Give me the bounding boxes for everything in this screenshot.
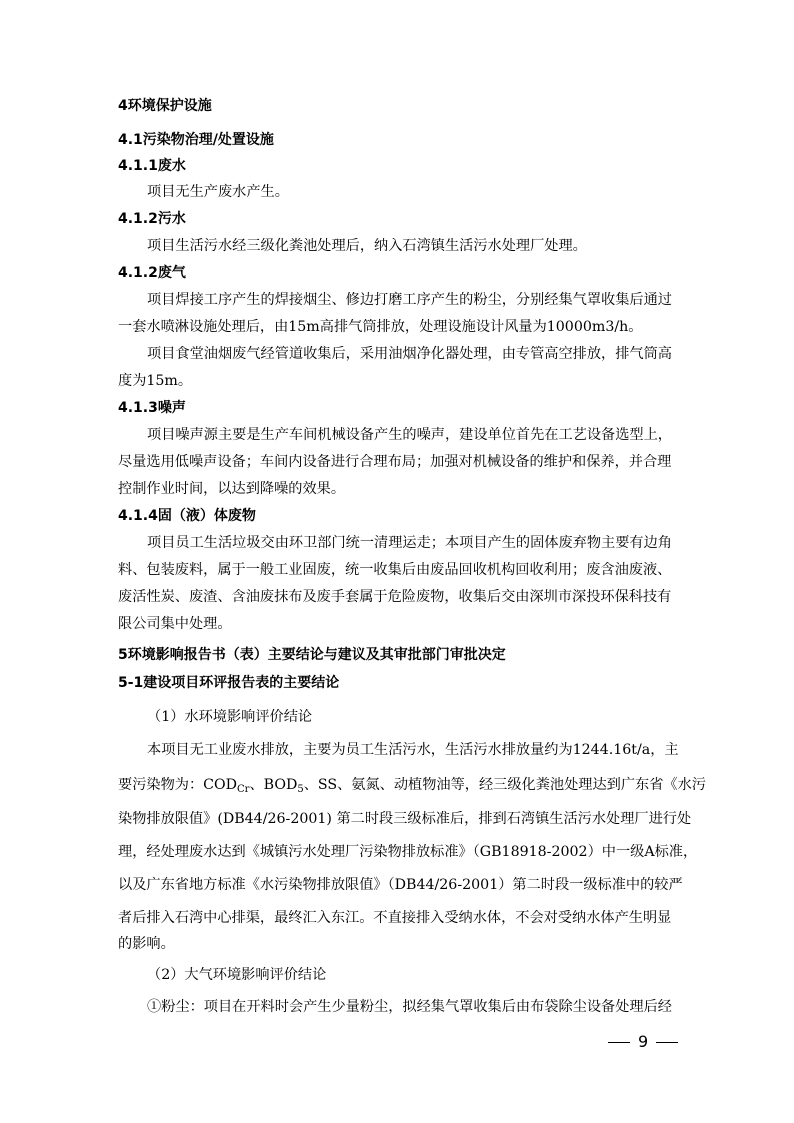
subscript: 5 xyxy=(297,784,304,795)
section-4-1-1-heading: 4.1.1废水 xyxy=(118,158,186,174)
paragraph: 限公司集中处理。 xyxy=(118,616,232,632)
paragraph: 项目员工生活垃圾交由环卫部门统一清理运走；本项目产生的固体废弃物主要有边角 xyxy=(147,535,672,551)
paragraph: 项目噪声源主要是生产车间机械设备产生的噪声，建设单位首先在工艺设备选型上， xyxy=(147,427,672,443)
section-5-1-heading: 5-1建设项目环评报告表的主要结论 xyxy=(118,675,340,691)
subscript: Cr xyxy=(237,784,250,795)
page-number: 9 xyxy=(638,1032,649,1051)
subsection-1-heading: （1）水环境影响评价结论 xyxy=(147,709,313,725)
footer-dash-right xyxy=(656,1042,678,1043)
paragraph: 度为15m。 xyxy=(118,373,193,389)
paragraph: 染物排放限值》(DB44/26-2001) 第二时段三级标准后，排到石湾镇生活污水处理厂进行处 xyxy=(118,811,692,827)
section-4-1-3-heading: 4.1.3噪声 xyxy=(118,400,186,416)
paragraph: 本项目无工业废水排放，主要为员工生活污水，生活污水排放量约为1244.16t/a，主 xyxy=(147,742,679,758)
paragraph: 尽量选用低噪声设备；车间内设备进行合理布局；加强对机械设备的维护和保养，并合理 xyxy=(118,454,672,470)
paragraph: 废活性炭、废渣、含油废抹布及废手套属于危险废物，收集后交由深圳市深投环保科技有 xyxy=(118,589,672,605)
paragraph: ①粉尘：项目在开料时会产生少量粉尘，拟经集气罩收集后由布袋除尘设备处理后经 xyxy=(147,999,672,1015)
paragraph: 者后排入石湾中心排渠，最终汇入东江。不直接排入受纳水体，不会对受纳水体产生明显 xyxy=(118,910,672,926)
section-4-1-2-heading: 4.1.2污水 xyxy=(118,211,186,227)
section-5-heading: 5环境影响报告书（表）主要结论与建议及其审批部门审批决定 xyxy=(118,647,506,663)
paragraph: 要污染物为：$COD_{Cr}$、$BOD_5$、SS、氨氮、动植物油等，经三级化粪池处理达到广东省《水污 xyxy=(118,777,706,795)
section-4-1-4-heading: 4.1.4固（液）体废物 xyxy=(118,508,256,524)
paragraph: 项目生活污水经三级化粪池处理后，纳入石湾镇生活污水处理厂处理。 xyxy=(147,238,587,254)
paragraph: 一套水喷淋设施处理后，由15m高排气筒排放，处理设施设计风量为10000m3/h。 xyxy=(118,319,643,335)
section-4-1-heading: 4.1污染物治理/处置设施 xyxy=(118,132,274,148)
page-number-footer xyxy=(600,1032,686,1052)
paragraph: 项目无生产废水产生。 xyxy=(147,184,289,200)
subsection-2-heading: （2）大气环境影响评价结论 xyxy=(147,967,327,983)
paragraph: 控制作业时间，以达到降噪的效果。 xyxy=(118,481,346,497)
paragraph: 料、包装废料，属于一般工业固废，统一收集后由废品回收机构回收利用；废含油废液、 xyxy=(118,562,672,578)
section-4-heading: 4环境保护设施 xyxy=(118,98,212,114)
paragraph: 的影响。 xyxy=(118,936,175,952)
footer-dash-left xyxy=(608,1042,630,1043)
paragraph: 以及广东省地方标准《水污染物排放限值》（DB44/26-2001）第二时段一级标准中的较严 xyxy=(118,877,683,893)
paragraph: 项目食堂油烟废气经管道收集后，采用油烟净化器处理，由专管高空排放，排气筒高 xyxy=(147,346,672,362)
section-4-1-2b-heading: 4.1.2废气 xyxy=(118,265,186,281)
paragraph: 理，经处理废水达到《城镇污水处理厂污染物排放标准》（GB18918-2002）中一级A标准， xyxy=(118,844,698,860)
paragraph: 项目焊接工序产生的焊接烟尘、修边打磨工序产生的粉尘，分别经集气罩收集后通过 xyxy=(147,292,672,308)
